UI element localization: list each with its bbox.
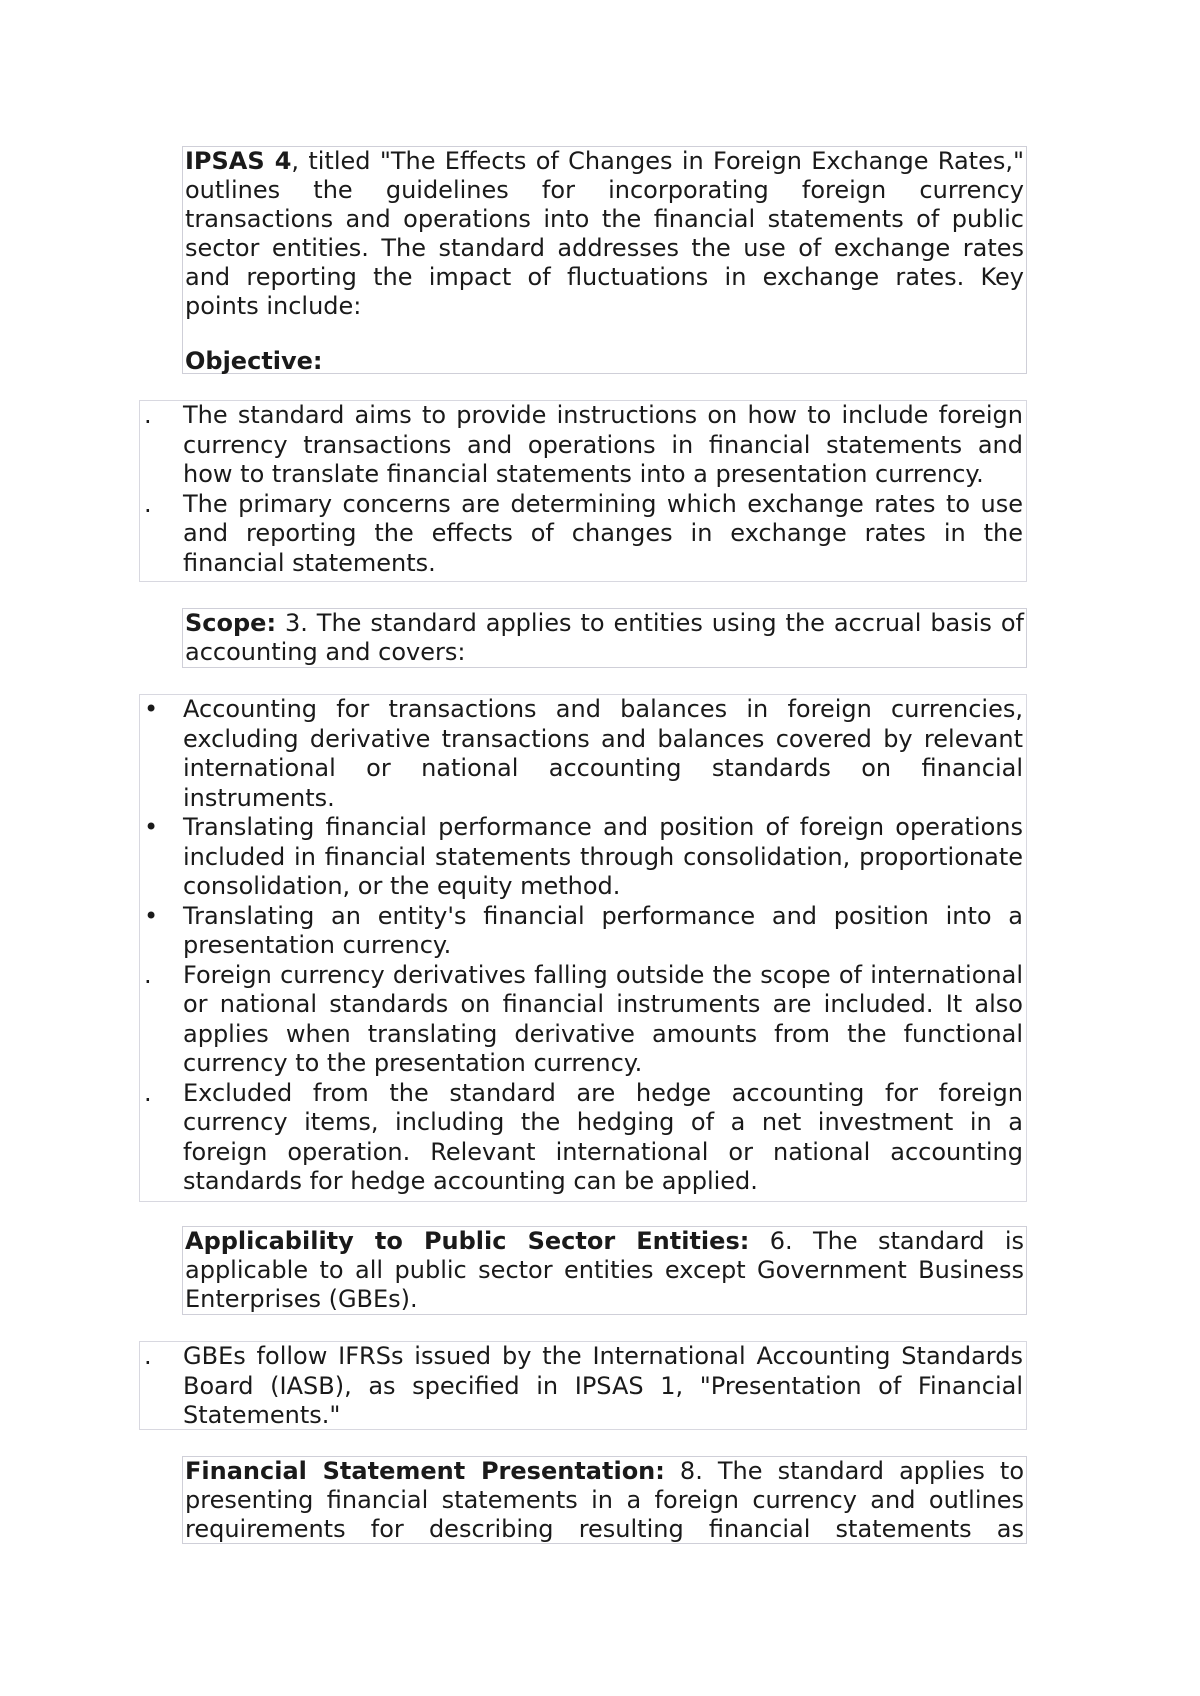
intro-text: , titled "The Effects of Changes in Foreign Exchange Rates," outlines the guidelines for incorporating foreign currency transactions and operations into the financial statements of public sector entities. The standard addresses the use of exchange rates and reporting the impact of fluctuations in exchange rates. Key points include: <box>185 147 1025 320</box>
list-marker: . <box>144 960 152 989</box>
list-item <box>144 901 1023 961</box>
list-item-text: Foreign currency derivatives falling outside the scope of international or national standards on financial instruments are included. It also applies when translating derivative amounts from the functional currency to the presentation currency. <box>183 960 1023 1077</box>
list-item-text: Translating financial performance and position of foreign operations included in financial statements through consolidation, proportionate consolidation, or the equity method. <box>183 813 1023 900</box>
list-item-text: Translating an entity's financial performance and position into a presentation currency. <box>183 901 1023 959</box>
list-item <box>144 489 1023 579</box>
list-item <box>144 1342 1023 1431</box>
list-item <box>144 401 1023 490</box>
list-item <box>144 960 1023 1079</box>
scope-paragraph <box>185 609 1024 667</box>
applicability-text: 6. The standard is applicable to all public sector entities except Government Business Enterprises (GBEs). <box>185 1227 1024 1313</box>
intro-paragraph <box>185 147 1024 321</box>
list-item <box>144 695 1023 813</box>
presentation-paragraph <box>185 1457 1024 1544</box>
objective-heading: Objective: <box>185 347 323 375</box>
applicability-heading: Applicability to Public Sector Entities: <box>185 1227 750 1255</box>
list-marker: . <box>144 489 152 518</box>
list-item-text: The standard aims to provide instructions on how to include foreign currency transactions and operations in financial statements and how to translate financial statements into a presentation currency. <box>183 401 1023 488</box>
scope-list <box>139 694 1027 1202</box>
scope-block <box>182 608 1027 668</box>
list-item-text: Accounting for transactions and balances in foreign currencies, excluding derivative transactions and balances covered by relevant international or national accounting standards on financial instruments. <box>183 695 1023 812</box>
intro-block <box>182 146 1027 374</box>
scope-text: 3. The standard applies to entities using the accrual basis of accounting and covers: <box>185 609 1024 666</box>
list-item-text: GBEs follow IFRSs issued by the International Accounting Standards Board (IASB), as specified in IPSAS 1, "Presentation of Financial Statements." <box>183 1342 1023 1429</box>
bullet-marker: • <box>144 695 159 723</box>
presentation-text: 8. The standard applies to presenting financial statements in a foreign currency and outlines requirements for describing resulting financial statements as <box>185 1457 1025 1543</box>
applicability-list <box>139 1341 1027 1430</box>
objective-list <box>139 400 1027 582</box>
list-marker: . <box>144 401 152 429</box>
scope-heading: Scope: <box>185 609 277 637</box>
list-item-text: The primary concerns are determining which exchange rates to use and reporting the effects of changes in exchange rates in the financial statements. <box>183 489 1023 577</box>
list-item <box>144 813 1023 902</box>
bullet-marker: • <box>144 901 159 930</box>
presentation-block <box>182 1456 1027 1544</box>
applicability-paragraph <box>185 1227 1024 1314</box>
list-marker: . <box>144 1078 152 1107</box>
applicability-block <box>182 1226 1027 1315</box>
intro-lead: IPSAS 4 <box>185 147 292 175</box>
presentation-heading: Financial Statement Presentation: <box>185 1457 665 1485</box>
list-item <box>144 1078 1023 1197</box>
bullet-marker: • <box>144 813 159 841</box>
list-marker: . <box>144 1342 152 1370</box>
list-item-text: Excluded from the standard are hedge accounting for foreign currency items, including the hedging of a net investment in a foreign operation. Relevant international or national accounting standards for hedge accounting can be applied. <box>183 1078 1023 1195</box>
